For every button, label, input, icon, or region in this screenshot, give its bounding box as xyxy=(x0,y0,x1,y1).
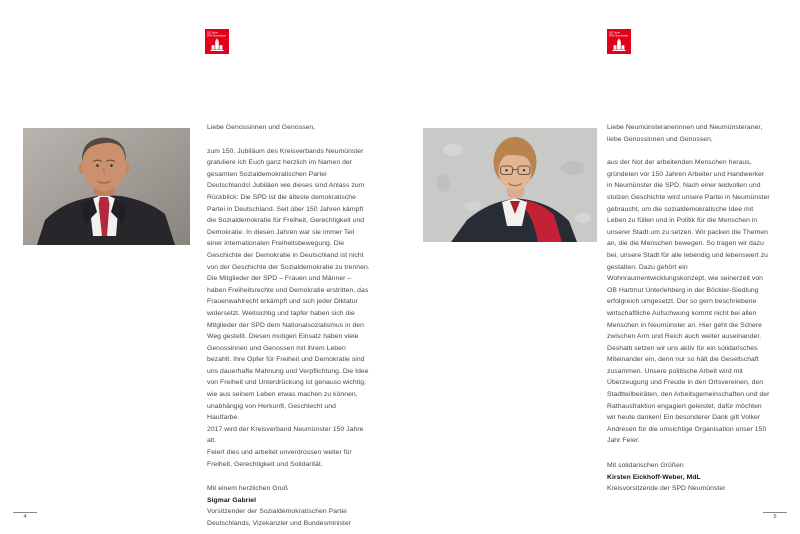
letter-page-4 xyxy=(207,122,370,530)
closing-line: Mit einem herzlichen Gruß xyxy=(207,485,288,493)
portrait-image xyxy=(23,128,190,245)
spd-jubilee-logo xyxy=(607,29,631,54)
svg-text:150 Jahre: 150 Jahre xyxy=(206,31,218,35)
closing-line: Mit solidarischen Grüßen xyxy=(607,462,684,470)
signer-role: Vorsitzender der Sozialdemokratischen Partei Deutschlands, Vizekanzler und Bundesminister xyxy=(207,508,352,527)
signer-name: Kirsten Eickhoff-Weber, MdL xyxy=(607,473,701,481)
salutation: Liebe Genossinnen und Genossen, xyxy=(207,124,316,131)
signer-role: Kreisvorsitzende der SPD Neumünster xyxy=(607,485,726,493)
body-paragraph: zum 150. Jubiläum des Kreisverbands Neumünster gratuliere ich Euch ganz herzlich im Namen der gesamten Sozialdemokratischen Partei Deutschlands! Jubiläen wie dieses sind Anlass zum Rückblick: Die SPD ist die älteste demokratische Partei in Deutschland. Seit über 150 Jahren kämpft die Sozialdemokratie für Freiheit, Gerechtigkeit und Demokratie. In diesen Jahren war sie immer Teil einer internationalen Freiheitsbewegung. Die Geschichte der Demokratie in Deutschland ist nicht von der Geschichte der Sozialdemokratie zu trennen. Die Mitglieder der SPD – Frauen und Männer – haben Freiheitsrechte und Demokratie erstritten, das Frauenwahlrecht erkämpft und sich jeder Diktatur widersetzt. Weitsichtig und tapfer haben sich die Mitglieder der SPD dem Nationalsozialismus in den Weg gestellt. Diesen mutigen Einsatz haben viele Genossinnen und Genossen mit ihrem Leben bezahlt. Ihre Opfer für Freiheit und Demokratie sind uns dauerhafte Mahnung und Verpflichtung. Die Idee von Freiheit und Unterdrückung ist genauso wichtig, wie aus seinem Leben etwas machen zu können, unabhängig von Herkunft, Geschlecht und Hautfarbe. xyxy=(207,147,370,422)
page-number-right xyxy=(763,512,787,521)
signer-name: Sigmar Gabriel xyxy=(207,496,257,504)
body-paragraph: 2017 wird der Kreisverband Neumünster 150 Jahre alt. xyxy=(207,425,364,445)
footer-rule xyxy=(13,512,37,513)
portrait-image xyxy=(423,128,597,242)
svg-text:150 Jahre: 150 Jahre xyxy=(608,31,620,35)
photo-sigmar-gabriel xyxy=(23,128,190,245)
page-number-left xyxy=(13,512,37,521)
photo-kirsten-eickhoff-weber xyxy=(423,128,597,242)
spd-logo-icon xyxy=(607,29,631,54)
spd-jubilee-logo xyxy=(205,29,229,54)
body-paragraph: Feiert dies und arbeitet unverdrossen weiter für Freiheit, Gerechtigkeit und Solidarität. xyxy=(207,449,352,468)
salutation: Liebe Neumünsteranerinnen und Neumünsteraner, liebe Genossinnen und Genossen, xyxy=(607,124,763,143)
svg-text:SPD Neumünster: SPD Neumünster xyxy=(206,34,227,38)
body-paragraph: aus der Not der arbeitenden Menschen heraus, gründeten vor 150 Jahren Arbeiter und Handwerker in Neumünster die SPD. Nach einer leidvollen und stolzen Geschichte wird unsere Partei in Neumünster gebraucht, um die sozialdemokratische Idee mit Leben zu füllen und in Politik für die Menschen in unserer Stadt um zu setzen. Wir packen die Themen an, die die Menschen bewegen. So tragen wir dazu bei, unsere Stadt für alle lebendig und lebenswert zu gestalten. Dazu gehört ein Wohnraumentwicklungskonzept, wie seinerzeit von OB Hartmut Unterlehberg in der Böckler-Siedlung erfolgreich umgesetzt. Der so gern beschriebene wirtschaftliche Aufschwung kommt nicht bei allen Menschen in Neumünster an. Hier geht die Schere zwischen Arm und Reich auch weiter auseinander. Deshalb setzen wir uns aktiv für ein solidarisches Miteinander ein, denn nur so hält die Gesellschaft zusammen. Unsere politische Arbeit wird mit Überzeugung und Freude in den Ortsvereinen, den Stadtteilbeiräten, den Arbeitsgemeinschaften und der Rathausfraktion engagiert geleistet, dafür möchten wir heute danken! Ein besonderer Dank gilt Volker Andresen für die umsichtige Organisation unser 150 Jahr Feier. xyxy=(607,159,770,445)
page-number: 4 xyxy=(23,514,27,520)
spd-logo-icon xyxy=(205,29,229,54)
letter-page-5 xyxy=(607,122,770,495)
svg-text:SPD Neumünster: SPD Neumünster xyxy=(608,34,629,38)
footer-rule xyxy=(763,512,787,513)
page-number: 5 xyxy=(773,514,777,520)
